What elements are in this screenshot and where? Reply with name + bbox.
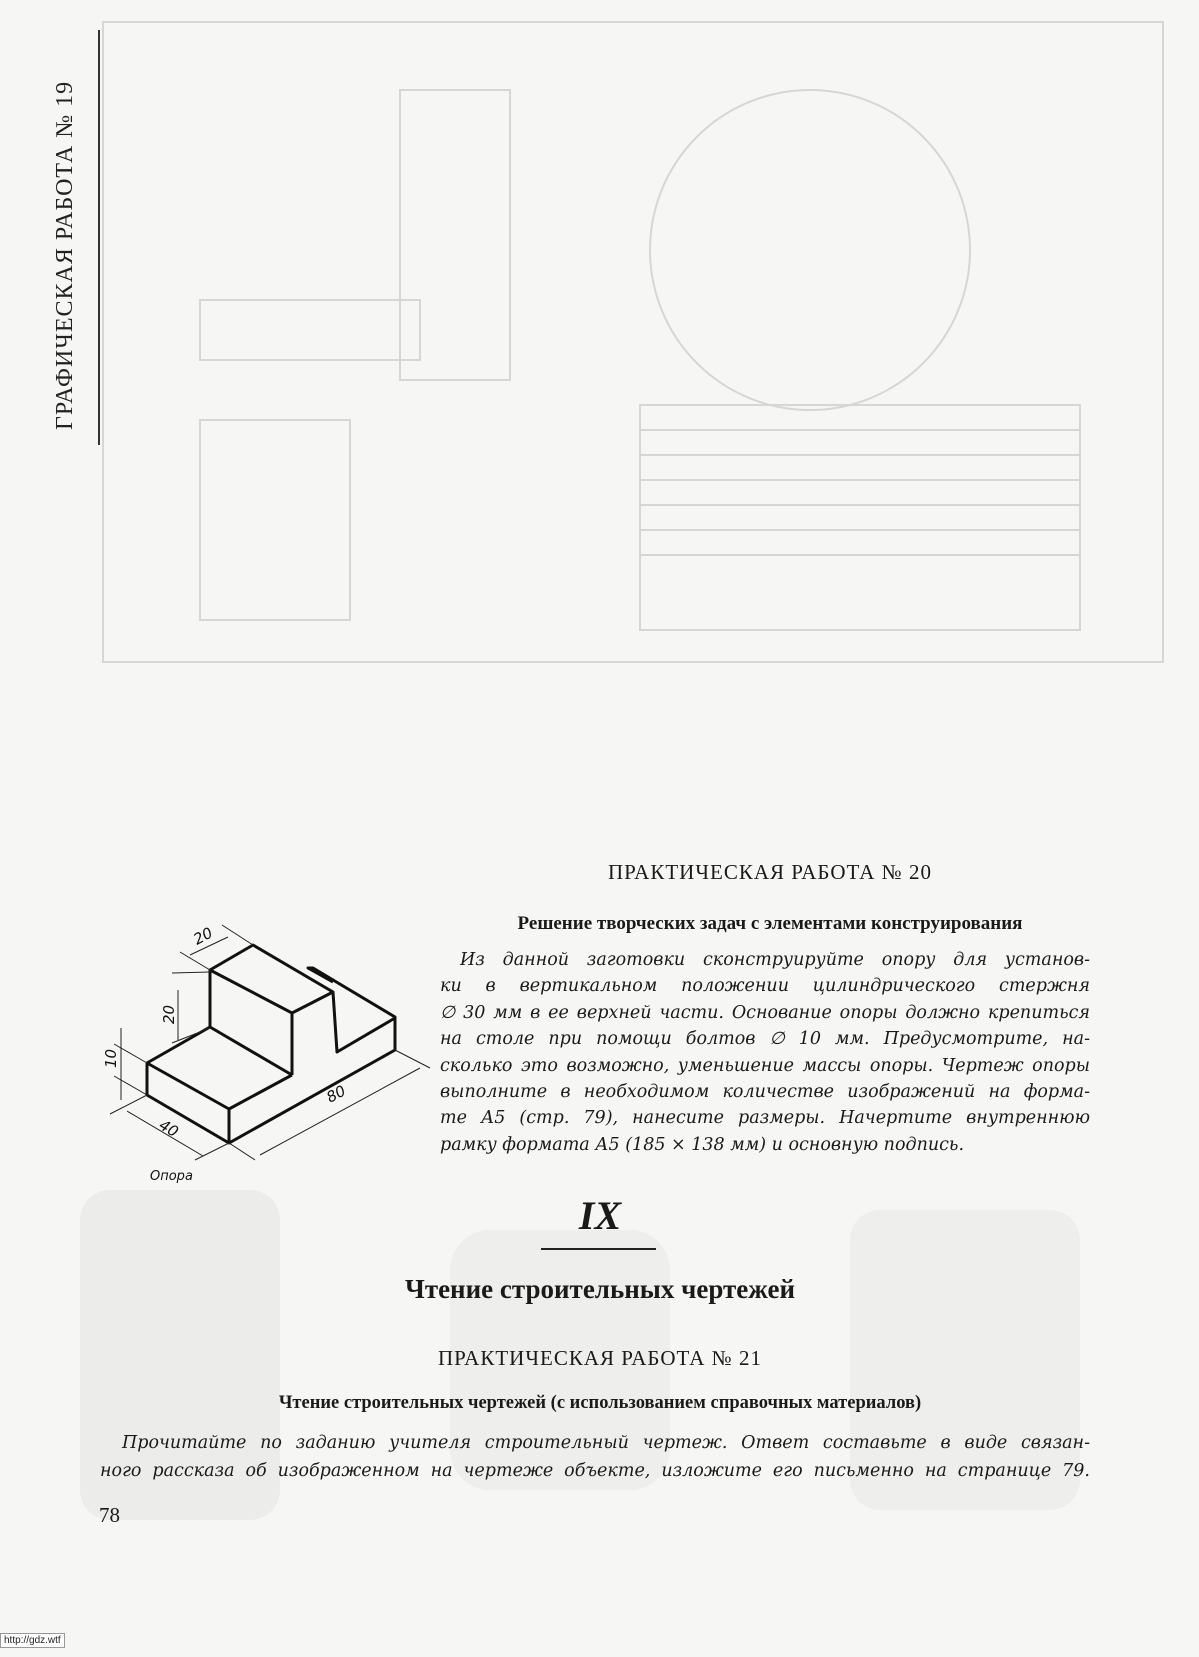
work20-title: ПРАКТИЧЕСКАЯ РАБОТА № 20 [608, 860, 932, 884]
dim-label-length: 80 [323, 1081, 349, 1107]
page-number: 78 [99, 1503, 120, 1527]
dim-label-height-upper: 20 [160, 1004, 178, 1024]
paragraph-line: те А5 (стр. 79), нанесите размеры. Начертите внутреннюю [440, 1108, 1090, 1128]
dim-label-height-base: 10 [102, 1048, 120, 1068]
paragraph-line: на столе при помощи болтов ∅ 10 мм. Предусмотрите, на- [440, 1029, 1090, 1049]
chapter-title: Чтение строительных чертежей [405, 1274, 795, 1304]
chapter-rule [541, 1248, 656, 1250]
side-header: ГРАФИЧЕСКАЯ РАБОТА № 19 [52, 80, 78, 430]
paragraph-line: рамку формата А5 (185 × 138 мм) и основную подпись. [440, 1135, 965, 1155]
paragraph-line: ного рассказа об изображенном на чертеже объекте, изложите его письменно на странице 79. [100, 1461, 1090, 1481]
paragraph-line: выполните в необходимом количестве изображений на форма- [440, 1082, 1090, 1102]
work21-subtitle: Чтение строительных чертежей (с использованием справочных материалов) [278, 1393, 922, 1413]
slot [308, 968, 395, 1052]
work21-title: ПРАКТИЧЕСКАЯ РАБОТА № 21 [438, 1346, 762, 1370]
block-front [210, 970, 292, 1075]
dim-label-top-width: 20 [190, 923, 216, 949]
dim-label-depth: 40 [156, 1115, 182, 1142]
paragraph-line: Из данной заготовки сконструируйте опору для установ- [460, 950, 1090, 970]
paragraph-line: Прочитайте по заданию учителя строительный чертеж. Ответ составьте в виде связан- [122, 1433, 1090, 1453]
figure-caption: Опора [150, 1169, 193, 1184]
watermark-link[interactable]: http://gdz.wtf [0, 1633, 65, 1648]
paragraph-line: сколько это возможно, уменьшение массы опоры. Чертеж опоры [440, 1056, 1090, 1076]
step-edge [210, 1027, 292, 1075]
paragraph-line: ки в вертикальном положении цилиндрического стержня [440, 976, 1090, 996]
base-top-front [229, 1075, 292, 1109]
paragraph-line: ∅ 30 мм в ее верхней части. Основание опоры должно крепиться [440, 1003, 1090, 1023]
base-right-edge [229, 1018, 395, 1143]
work20-subtitle: Решение творческих задач с элементами конструирования [517, 913, 1023, 934]
chapter-number: IX [578, 1193, 622, 1238]
